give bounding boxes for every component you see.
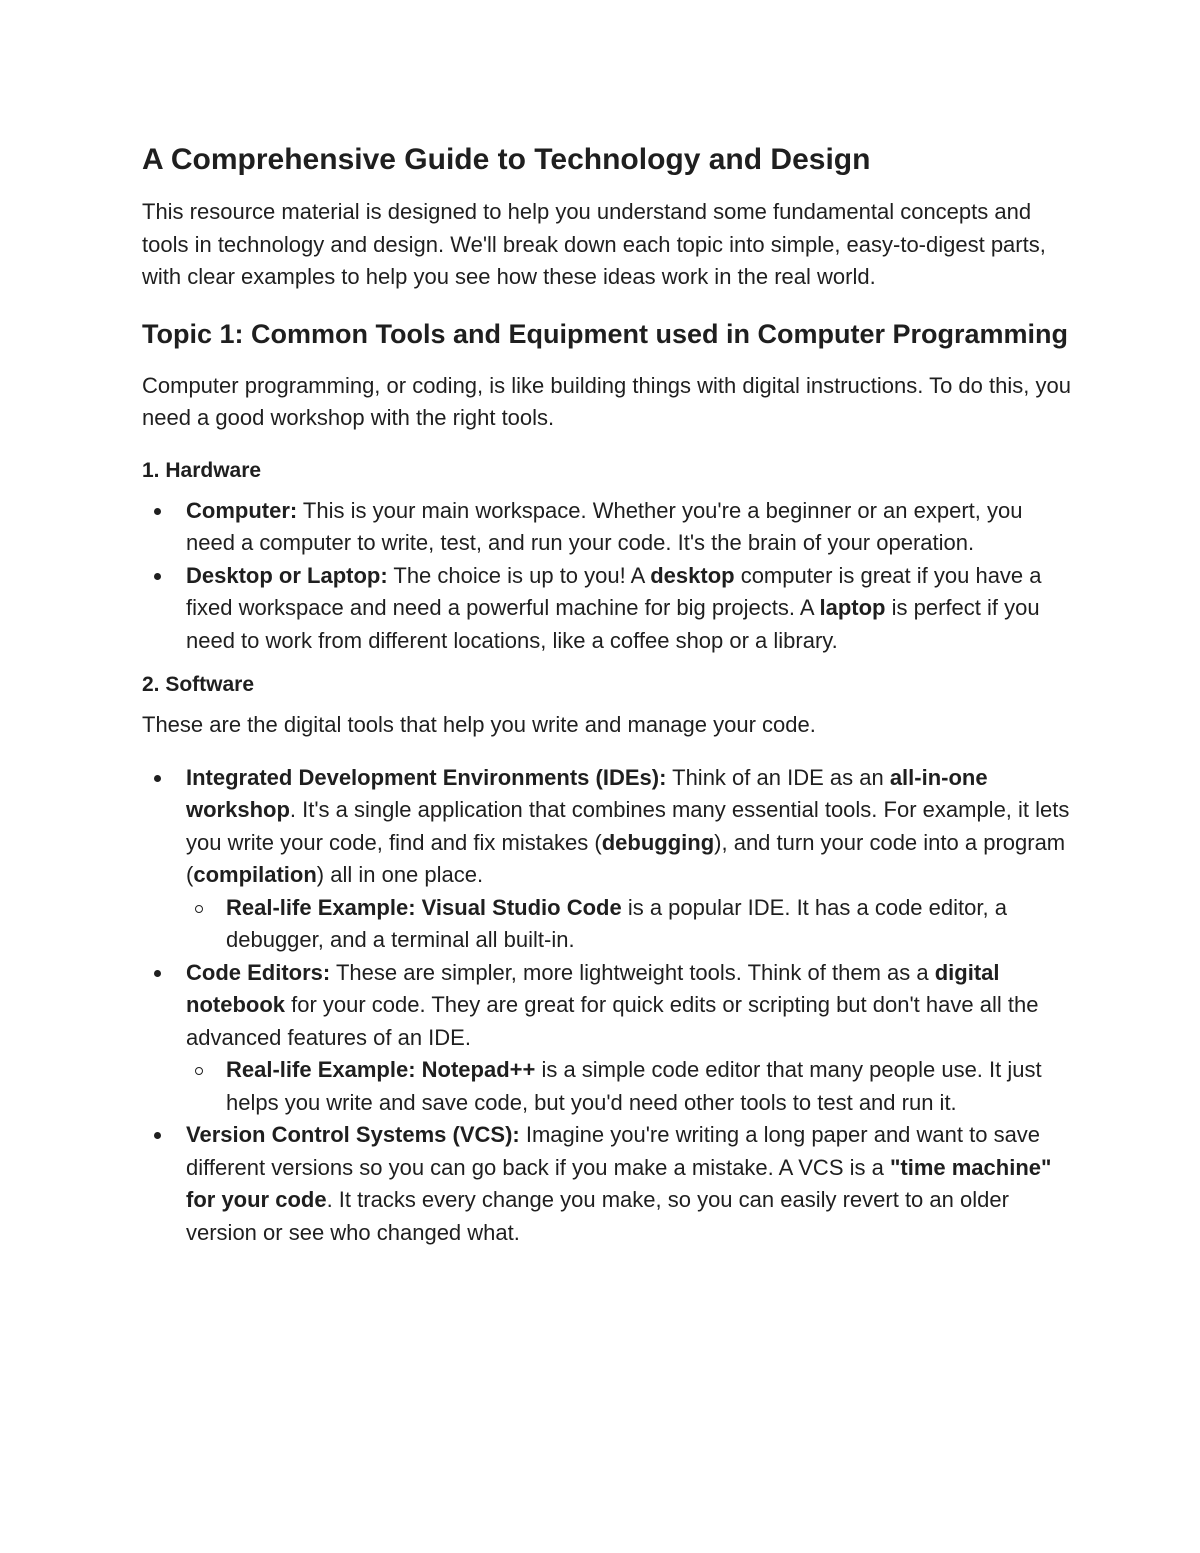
list-item-ide-example — [186, 892, 1072, 957]
example-text: is a popular IDE. It has a code editor, a debugger, and a terminal all built-in. — [226, 894, 1007, 952]
item-bold: "time machine" for your code — [186, 1154, 1052, 1212]
item-bold: compilation — [193, 862, 317, 887]
item-text: The choice is up to you! A — [387, 562, 651, 588]
list-item-vcs — [142, 1119, 1072, 1249]
item-label: Integrated Development Environments (IDEs): — [186, 764, 667, 790]
list-item-ide — [142, 762, 1072, 957]
item-text: These are simpler, more lightweight tools. Think of them as a — [330, 959, 935, 985]
topic-1-heading: Topic 1: Common Tools and Equipment used in Computer Programming — [142, 318, 1069, 349]
topic-1-intro: Computer programming, or coding, is like building things with digital instructions. To do this, you need a good workshop with the right tools. — [142, 372, 1071, 430]
item-label: Computer: — [186, 497, 298, 523]
item-text: This is your main workspace. Whether you're a beginner or an expert, you need a computer to write, test, and run your code. It's the brain of your operation. — [186, 497, 1023, 555]
software-list — [142, 762, 1072, 1250]
item-text: is perfect if you need to work from different locations, like a coffee shop or a library. — [186, 595, 1040, 653]
item-text: ) all in one place. — [316, 862, 484, 887]
bullet-icon — [154, 573, 161, 580]
circle-bullet-icon — [195, 1067, 203, 1075]
item-bold: laptop — [819, 595, 886, 620]
item-text: ), and turn your code into a program ( — [186, 829, 1066, 887]
hardware-heading: 1. Hardware — [142, 458, 262, 482]
ide-example-list — [186, 892, 1072, 957]
example-label: Real-life Example: Visual Studio Code — [226, 894, 622, 920]
item-text: for your code. They are great for quick edits or scripting but don't have all the advanced features of an IDE. — [186, 992, 1039, 1050]
item-text: . It tracks every change you make, so you can easily revert to an older version or see who changed what. — [186, 1187, 1009, 1245]
bullet-icon — [154, 970, 161, 977]
example-text: is a simple code editor that many people use. It just helps you write and save code, but you'd need other tools to test and run it. — [226, 1057, 1042, 1115]
editors-example-list — [186, 1054, 1072, 1119]
software-intro: These are the digital tools that help you write and manage your code. — [142, 712, 816, 737]
item-bold: debugging — [601, 829, 715, 855]
list-item-editors-example — [186, 1054, 1072, 1119]
bullet-icon — [154, 1132, 161, 1139]
page-title: A Comprehensive Guide to Technology and Design — [142, 143, 871, 176]
item-label: Version Control Systems (VCS): — [186, 1122, 520, 1147]
document-page — [142, 138, 1072, 1261]
intro-paragraph: This resource material is designed to help you understand some fundamental concepts and tools in technology and design. We'll break down each topic into simple, easy-to-digest parts, with clear examples to help you see how these ideas work in the real world. — [142, 199, 1046, 289]
hardware-list — [142, 495, 1072, 658]
item-text: Think of an IDE as an — [666, 764, 890, 790]
item-text: . It's a single application that combines many essential tools. For example, it lets you write your code, find and fix mistakes ( — [186, 797, 1070, 855]
example-label: Real-life Example: Notepad++ — [226, 1057, 536, 1082]
item-text: computer is great if you have a fixed workspace and need a powerful machine for big projects. A — [186, 562, 1042, 620]
list-item-computer — [142, 495, 1072, 560]
software-heading: 2. Software — [142, 673, 255, 696]
list-item-code-editors — [142, 957, 1072, 1120]
item-bold: desktop — [650, 562, 735, 588]
bullet-icon — [154, 775, 161, 782]
item-label: Code Editors: — [186, 959, 331, 985]
bullet-icon — [154, 508, 161, 515]
item-label: Desktop or Laptop: — [186, 562, 388, 588]
circle-bullet-icon — [195, 905, 203, 913]
item-text: Imagine you're writing a long paper and want to save different versions so you can go back if you make a mistake. A VCS is a — [186, 1122, 1041, 1180]
list-item-desktop-laptop — [142, 560, 1072, 658]
item-bold: all-in-one workshop — [186, 764, 988, 822]
item-bold: digital notebook — [186, 959, 1000, 1017]
